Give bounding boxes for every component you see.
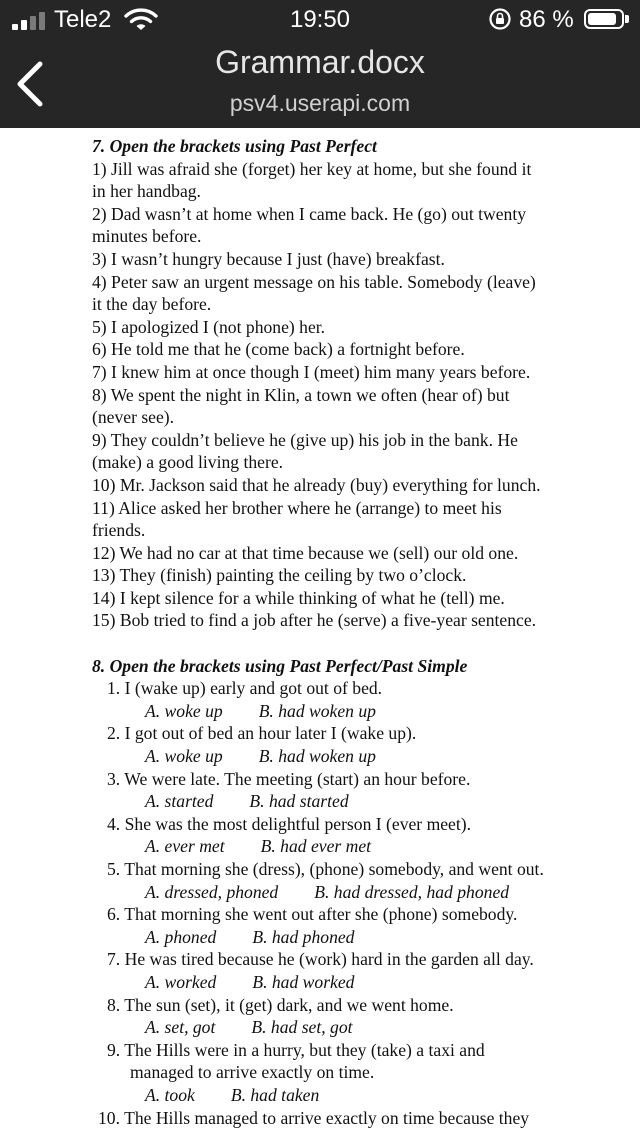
exercise7-line: 12) We had no car at that time because we (sell) our old one.	[92, 542, 519, 563]
question-item	[92, 677, 632, 722]
question-number: 6.	[107, 904, 121, 925]
exercise8-list	[92, 677, 632, 1129]
document-viewer[interactable]	[92, 135, 632, 1129]
answer-options	[107, 881, 632, 904]
option-a: A. set, got	[145, 1017, 216, 1038]
clock: 19:50	[289, 6, 351, 33]
answer-options	[107, 1084, 632, 1107]
option-b: B. had worked	[252, 971, 355, 992]
question-item	[92, 903, 632, 948]
document-title: Grammar.docx	[215, 44, 425, 80]
option-a: A. woke up	[145, 700, 223, 721]
question-line: I got out of bed an hour later I (wake up).	[124, 723, 417, 744]
question-number: 3.	[107, 768, 121, 789]
exercise7-line: minutes before.	[92, 226, 202, 247]
answer-options	[107, 835, 632, 858]
question-item	[92, 858, 632, 903]
question-line: That morning she (dress), (phone) somebody, and went out.	[124, 859, 544, 879]
option-b: B. had woken up	[258, 746, 376, 767]
question-text	[98, 1107, 632, 1130]
exercise7-line: 6) He told me that he (come back) a fortnight before.	[92, 339, 465, 360]
top-bar	[0, 0, 640, 128]
option-b: B. had started	[249, 791, 349, 812]
question-line: The Hills managed to arrive exactly on time because they	[124, 1107, 530, 1128]
option-b: B. had taken	[230, 1084, 320, 1105]
question-number: 9.	[107, 1039, 121, 1060]
exercise7-line: (make) a good living there.	[92, 452, 284, 473]
exercise7-line: 5) I apologized I (not phone) her.	[92, 316, 326, 337]
carrier-name: Tele2	[54, 6, 112, 33]
exercise7-line: 8) We spent the night in Klin, a town we often (hear of) but	[92, 384, 510, 405]
question-number: 8.	[107, 994, 121, 1015]
question-text	[107, 858, 632, 881]
exercise7-line: 1) Jill was afraid she (forget) her key at home, but she found it	[92, 158, 532, 179]
status-bar	[0, 0, 640, 40]
question-number: 7.	[107, 949, 121, 970]
question-text	[107, 677, 632, 700]
exercise7-line: 9) They couldn’t believe he (give up) his job in the bank. He	[92, 429, 518, 450]
option-b: B. had dressed, had phoned	[314, 881, 510, 902]
battery-tip	[625, 15, 629, 23]
question-number: 2.	[107, 723, 121, 744]
question-item	[92, 813, 632, 858]
exercise7-line: 11) Alice asked her brother where he (arrange) to meet his	[92, 497, 502, 518]
spacer	[92, 632, 632, 655]
question-line: The sun (set), it (get) dark, and we went home.	[124, 994, 454, 1015]
option-b: B. had phoned	[252, 926, 355, 947]
exercise7-list	[92, 158, 632, 632]
question-text	[107, 1039, 632, 1062]
exercise7-line: 10) Mr. Jackson said that he already (buy) everything for lunch.	[92, 474, 541, 495]
exercise7-line: 13) They (finish) painting the ceiling by two o’clock.	[92, 565, 467, 586]
option-a: A. woke up	[145, 746, 223, 767]
orientation-lock-icon	[489, 8, 511, 30]
question-text	[107, 948, 632, 971]
exercise7-line: 14) I kept silence for a while thinking of what he (tell) me.	[92, 587, 505, 608]
question-number: 10.	[98, 1107, 120, 1128]
document-host: psv4.userapi.com	[229, 90, 411, 116]
question-text	[107, 1061, 632, 1084]
question-line: I (wake up) early and got out of bed.	[124, 678, 383, 699]
question-number: 5.	[107, 859, 121, 879]
answer-options	[107, 790, 632, 813]
exercise7-line: 7) I knew him at once though I (meet) him many years before.	[92, 361, 531, 382]
battery-icon	[584, 9, 624, 29]
question-text	[107, 813, 632, 836]
exercise7-line: (never see).	[92, 407, 175, 428]
answer-options	[107, 926, 632, 949]
answer-options	[107, 700, 632, 723]
question-item	[92, 948, 632, 993]
battery-percentage: 86 %	[519, 6, 574, 33]
answer-options	[107, 971, 632, 994]
question-text	[107, 903, 632, 926]
option-a: A. ever met	[145, 836, 225, 857]
exercise7-line: 2) Dad wasn’t at home when I came back. He (go) out twenty	[92, 203, 527, 224]
question-item	[92, 768, 632, 813]
question-number: 4.	[107, 813, 121, 834]
exercise7-line: 4) Peter saw an urgent message on his table. Somebody (leave)	[92, 271, 536, 292]
question-text	[107, 768, 632, 791]
question-line: That morning she went out after she (phone) somebody.	[124, 904, 518, 925]
option-a: A. took	[145, 1084, 195, 1105]
question-item	[92, 994, 632, 1039]
option-a: A. started	[145, 791, 214, 812]
question-item	[92, 1039, 632, 1107]
option-a: A. phoned	[145, 926, 217, 947]
exercise7-line: it the day before.	[92, 294, 212, 315]
question-text	[107, 994, 632, 1017]
option-a: A. dressed, phoned	[145, 881, 279, 902]
question-item	[92, 722, 632, 767]
question-line: The Hills were in a hurry, but they (take) a taxi and	[124, 1039, 485, 1060]
answer-options	[107, 745, 632, 768]
question-number: 1.	[107, 678, 121, 699]
exercise8-heading: 8. Open the brackets using Past Perfect/Past Simple	[92, 655, 468, 676]
option-b: B. had ever met	[260, 836, 372, 857]
question-line: She was the most delightful person I (ever meet).	[124, 813, 472, 834]
option-a: A. worked	[145, 971, 217, 992]
question-item	[92, 1107, 632, 1130]
question-line: We were late. The meeting (start) an hour before.	[124, 768, 471, 789]
exercise7-line: 15) Bob tried to find a job after he (serve) a five-year sentence.	[92, 610, 537, 631]
answer-options	[107, 1016, 632, 1039]
question-line: He was tired because he (work) hard in the garden all day.	[124, 949, 534, 970]
question-text	[107, 722, 632, 745]
exercise7-heading: 7. Open the brackets using Past Perfect	[92, 136, 377, 156]
battery-level-fill	[588, 13, 616, 25]
option-b: B. had set, got	[251, 1017, 353, 1038]
exercise7-line: 3) I wasn’t hungry because I just (have) breakfast.	[92, 248, 445, 269]
option-b: B. had woken up	[258, 700, 376, 721]
exercise7-line: friends.	[92, 520, 146, 541]
exercise7-line: in her handbag.	[92, 181, 201, 202]
question-line: managed to arrive exactly on time.	[130, 1062, 375, 1083]
